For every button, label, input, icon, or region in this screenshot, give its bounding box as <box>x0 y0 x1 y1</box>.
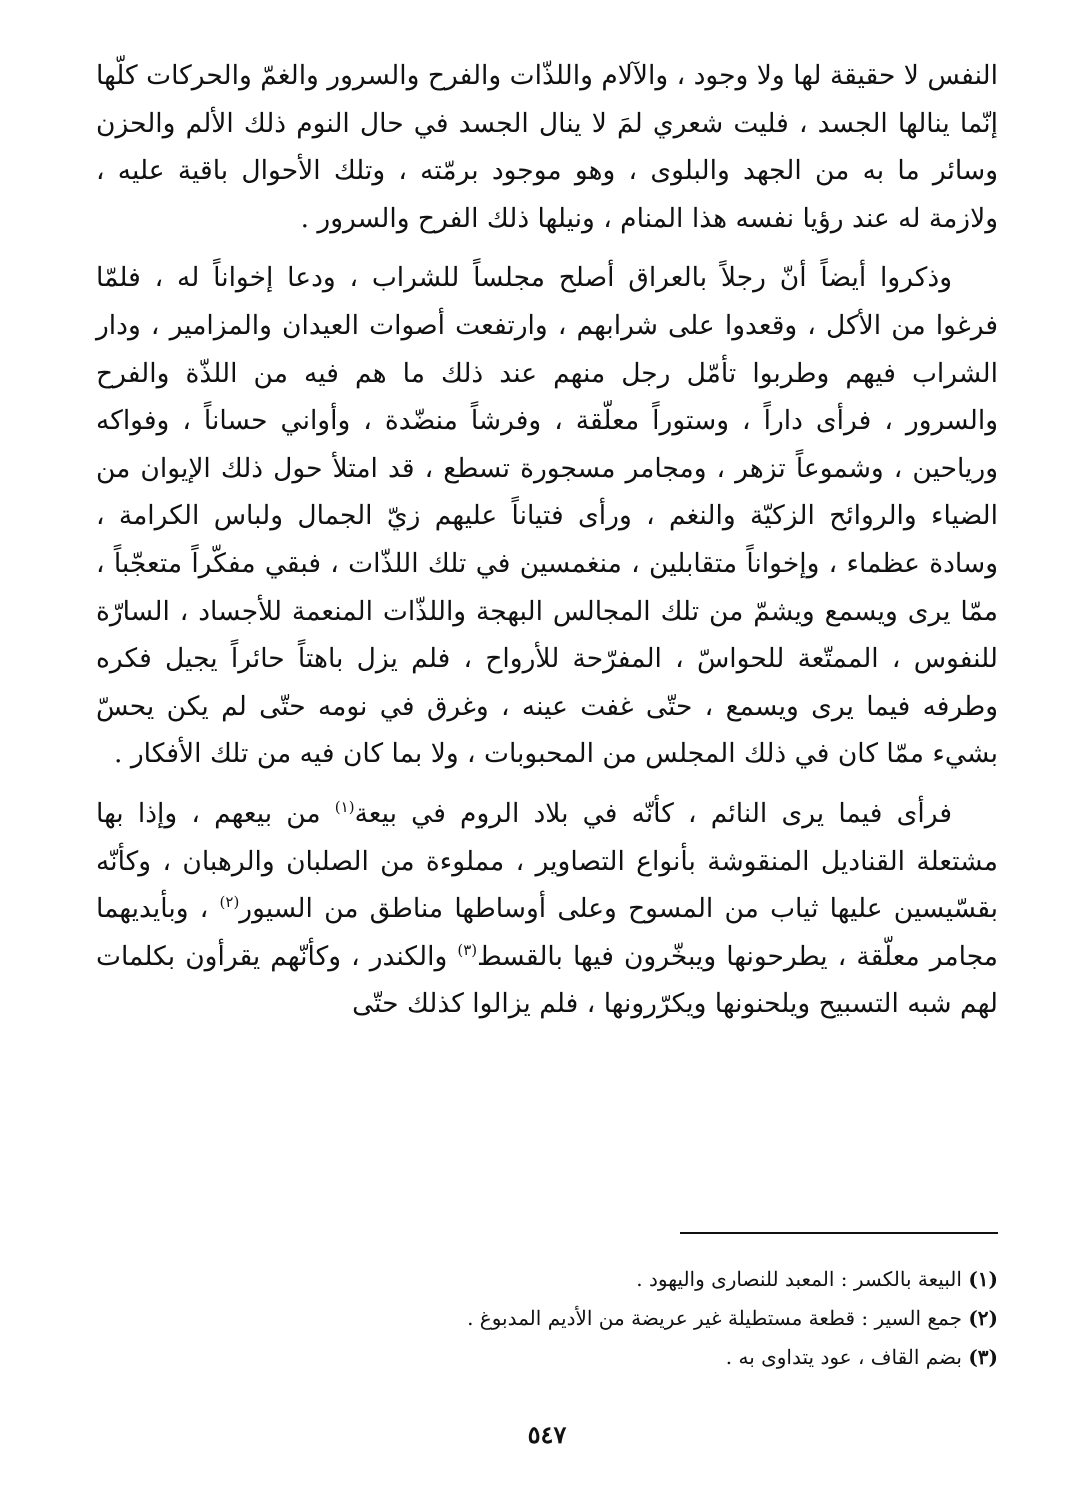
paragraph-3-text-c: ، وبأيديهما مجامر معلّقة ، يطرحونها ويبخّرون فيها بالقسط <box>96 893 998 972</box>
paragraph-2: وذكروا أيضاً أنّ رجلاً بالعراق أصلح مجلساً للشراب ، ودعا إخواناً له ، فلمّا فرغوا من الأكل ، وقعدوا على شرابهم ، وارتفعت أصوات العيدان والمزامير ، ودار الشراب فيهم وطربوا تأمّل رجل منهم عند ذلك ما هم فيه من اللذّة والفرح والسرور ، فرأى داراً ، وستوراً معلّقة ، وفرشاً منضّدة ، وأواني حساناً ، وفواكه ورياحين ، وشموعاً تزهر ، ومجامر مسجورة تسطع ، قد امتلأ حول ذلك الإيوان من الضياء والروائح الزكيّة والنغم ، ورأى فتياناً عليهم زيّ الجمال ولباس الكرامة ، وسادة عظماء ، وإخواناً متقابلين ، منغمسين في تلك اللذّات ، فبقي مفكّراً متعجّباً ، ممّا يرى ويسمع ويشمّ من تلك المجالس البهجة واللذّات المنعمة للأجساد ، السارّة للنفوس ، الممتّعة للحواسّ ، المفرّحة للأرواح ، فلم يزل باهتاً حائراً يجيل فكره وطرفه فيما يرى ويسمع ، حتّى غفت عينه ، وغرق في نومه حتّى لم يكن يحسّ بشيء ممّا كان في ذلك المجلس من المحبوبات ، ولا بما كان فيه من تلك الأفكار . <box>96 262 998 770</box>
paragraph-3-text-d: والكندر ، وكأنّهم يقرأون بكلمات لهم شبه التسبيح ويلحنونها ويكرّرونها ، فلم يزالوا كذلك حتّى <box>96 940 998 1020</box>
footnote-ref-3: (٣) <box>457 940 478 959</box>
page-number: ٥٤٧ <box>527 1420 567 1449</box>
footnote-2 <box>96 1299 998 1338</box>
footnote-separator <box>680 1232 998 1234</box>
paragraph-3 <box>96 790 998 1028</box>
footnote-1-text: البيعة بالكسر : المعبد للنصارى واليهود . <box>636 1267 962 1291</box>
footnote-3-text: بضم القاف ، عود يتداوى به . <box>725 1345 962 1369</box>
footnote-3 <box>96 1338 998 1377</box>
paragraph-3-text-b: من بيعهم ، وإذا بها مشتعلة القناديل المنقوشة بأنواع التصاوير ، مملوءة من الصلبان والرهبان ، وكأنّه بقسّيسين عليها ثياب من المسوح وعلى أوساطها مناطق من السيور <box>96 797 998 925</box>
footnotes <box>96 1260 998 1377</box>
footnote-2-number: (٢) <box>968 1306 998 1330</box>
document-page <box>96 52 998 1472</box>
footnote-3-number: (٣) <box>968 1345 998 1369</box>
footnote-ref-2: (٢) <box>219 893 240 912</box>
paragraph-3-text-a: فرأى فيما يرى النائم ، كأنّه في بلاد الروم في بيعة <box>354 797 952 829</box>
footnote-1 <box>96 1260 998 1299</box>
main-text <box>96 52 998 1028</box>
footnote-1-number: (١) <box>968 1267 998 1291</box>
footnote-ref-1: (١) <box>334 798 355 817</box>
paragraph-1: النفس لا حقيقة لها ولا وجود ، والآلام واللذّات والفرح والسرور والغمّ والحركات كلّها إنّما ينالها الجسد ، فليت شعري لمَ لا ينال الجسد في حال النوم ذلك الألم والحزن وسائر ما به من الجهد والبلوى ، وهو موجود برمّته ، وتلك الأحوال باقية عليه ، ولازمة له عند رؤيا نفسه هذا المنام ، ونيلها ذلك الفرح والسرور . <box>96 60 998 234</box>
footnote-2-text: جمع السير : قطعة مستطيلة غير عريضة من الأديم المدبوغ . <box>467 1306 962 1330</box>
